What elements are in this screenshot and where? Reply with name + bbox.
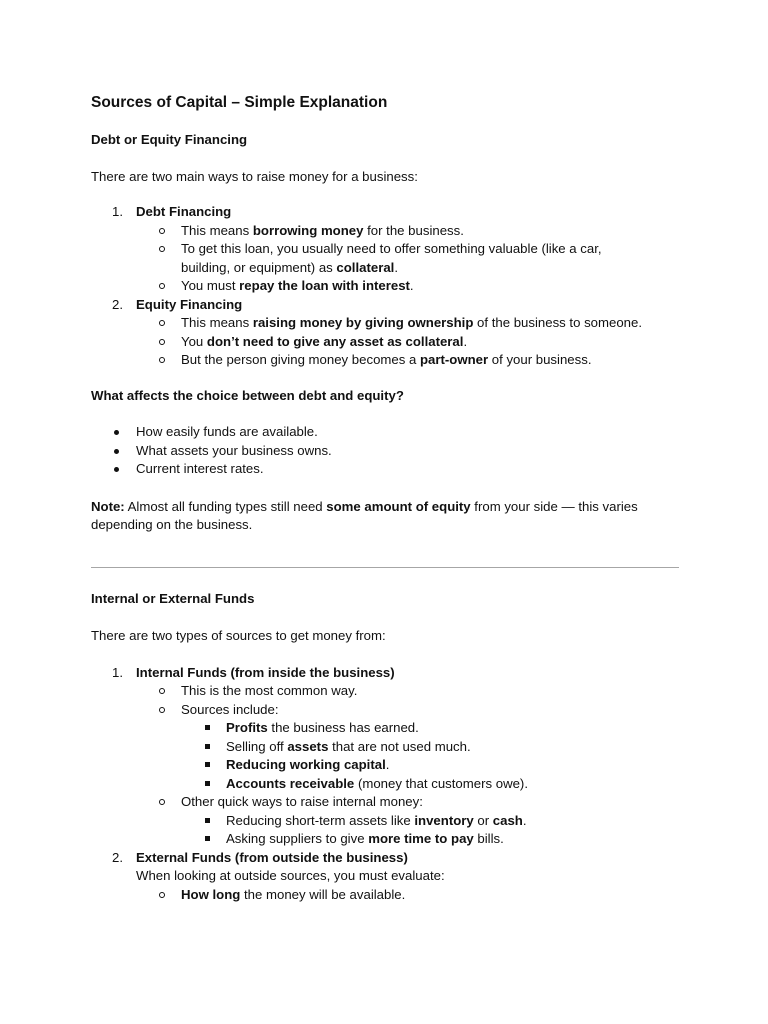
circle-bullet-icon <box>159 339 165 345</box>
list-item: You don’t need to give any asset as collateral. <box>136 333 679 352</box>
bullet-icon <box>114 449 119 454</box>
list-item-debt-financing <box>91 203 679 296</box>
square-bullet-icon <box>205 725 210 730</box>
circle-bullet-icon <box>159 707 165 713</box>
list-item: Asking suppliers to give more time to pay bills. <box>181 830 679 849</box>
list-item-title: Debt Financing <box>136 204 232 219</box>
list-item-title: Equity Financing <box>136 296 243 312</box>
bullet-icon <box>114 430 119 435</box>
list-item: Reducing short-term assets like inventory or cash. <box>181 812 679 831</box>
list-item-internal-funds <box>91 664 679 849</box>
circle-bullet-icon <box>159 357 165 363</box>
list-number: 2. <box>112 296 123 312</box>
list-item: Selling off assets that are not used much. <box>181 738 679 757</box>
section-heading-choice: What affects the choice between debt and equity? <box>91 387 404 403</box>
list-item: Accounts receivable (money that customers owe). <box>181 775 679 794</box>
section-heading-debt-equity: Debt or Equity Financing <box>91 132 248 147</box>
square-bullet-icon <box>205 818 210 823</box>
list-item: Sources include: Profits the business has earned. Selling off assets that are not used much. Reducing working capital. Accounts receivable (money that customers owe). <box>136 701 679 794</box>
list-item-title: Internal Funds (from inside the business) <box>136 664 395 680</box>
list-number: 1. <box>112 664 123 680</box>
square-bullet-icon <box>205 762 210 767</box>
list-number: 2. <box>112 849 123 865</box>
section2-intro: There are two types of sources to get money from: <box>91 628 386 643</box>
section1-intro: There are two main ways to raise money for a business: <box>91 168 418 184</box>
circle-bullet-icon <box>159 799 165 805</box>
list-item: Reducing working capital. <box>181 756 679 775</box>
list-item: But the person giving money becomes a part-owner of your business. <box>136 351 679 370</box>
circle-bullet-icon <box>159 283 165 289</box>
list-item: What assets your business owns. <box>91 442 679 461</box>
list-item: Profits the business has earned. <box>181 719 679 738</box>
list-item-equity-financing <box>91 296 679 370</box>
note-paragraph: Note: Almost all funding types still need some amount of equity from your side — this varies depending on the business. <box>91 498 638 532</box>
list-number: 1. <box>112 204 123 219</box>
page-title: Sources of Capital – Simple Explanation <box>91 94 388 111</box>
list-item-description: When looking at outside sources, you must evaluate: <box>136 868 445 883</box>
financing-types-list <box>91 203 679 370</box>
list-item: To get this loan, you usually need to offer something valuable (like a car, building, or equipment) as collateral. <box>136 240 679 277</box>
circle-bullet-icon <box>159 892 165 898</box>
list-item: You must repay the loan with interest. <box>136 277 679 296</box>
list-item: This means borrowing money for the business. <box>136 222 679 241</box>
square-bullet-icon <box>205 744 210 749</box>
list-item-external-funds <box>91 849 679 905</box>
fund-types-list <box>91 664 679 905</box>
list-item: How long the money will be available. <box>136 886 679 905</box>
list-item-title: External Funds (from outside the business) <box>136 849 408 865</box>
circle-bullet-icon <box>159 688 165 694</box>
circle-bullet-icon <box>159 228 165 234</box>
bullet-icon <box>114 467 119 472</box>
factors-list <box>91 423 679 479</box>
circle-bullet-icon <box>159 320 165 326</box>
section-heading-internal-external: Internal or External Funds <box>91 590 255 606</box>
list-item: Other quick ways to raise internal money: Reducing short-term assets like inventory or cash. Asking suppliers to give more time to pay bills. <box>136 793 679 849</box>
square-bullet-icon <box>205 836 210 841</box>
list-item: How easily funds are available. <box>91 423 679 442</box>
list-item: Current interest rates. <box>91 460 679 479</box>
list-item: This is the most common way. <box>136 682 679 701</box>
circle-bullet-icon <box>159 246 165 252</box>
list-item: This means raising money by giving ownership of the business to someone. <box>136 314 679 333</box>
document-body <box>91 92 679 904</box>
square-bullet-icon <box>205 781 210 786</box>
